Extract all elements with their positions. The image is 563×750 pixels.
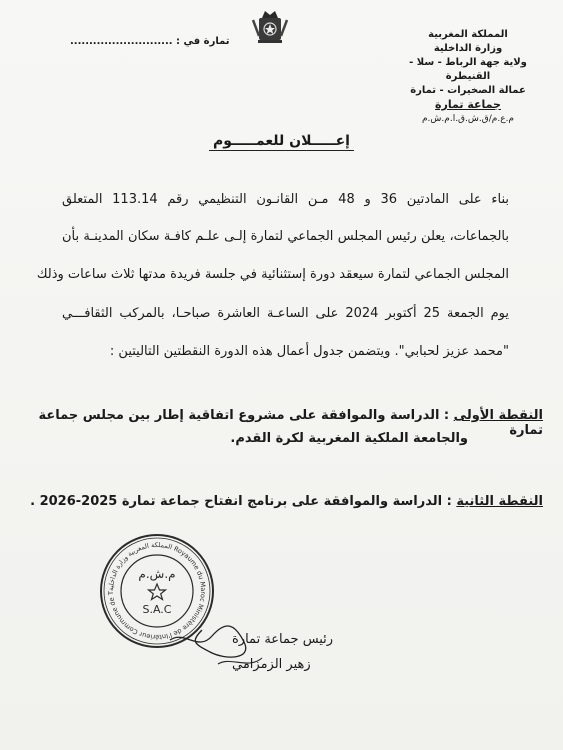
stamp-center-top: م.ش.م [138, 567, 176, 581]
body-line-1: بناء على المادتين 36 و 48 مـن القانـون التنظيمي رقم 113.14 المتعلق [62, 192, 509, 207]
header-region: ولاية جهة الرباط - سلا - القنيطرة [409, 57, 527, 82]
signatory-name: زهير الزمزامي [232, 657, 311, 672]
point-2-text: : الدراسة والموافقة على برنامج انفتاح جماعة تمارة 2025-2026 . [30, 494, 457, 509]
stamp-star-icon [149, 584, 166, 600]
body-line-2: بالجماعات، يعلن رئيس المجلس الجماعي لتمارة إلـى علـم كافـة سكان المدينـة بأن [62, 229, 509, 244]
header-reference: م.ع.م/ق.ش.ق.ا.م.ش.م [421, 114, 515, 124]
point-1-label: النقطة الأولى [453, 408, 543, 423]
body-line-5: "محمد عزيز لحبابي". ويتضمن جدول أعمال هذه الدورة النقطتين التاليتين : [109, 344, 509, 359]
header-commune: جماعة تمارة [435, 98, 501, 111]
body-line-4: يوم الجمعة 25 أكتوبر 2024 على الساعـة العاشرة صباحـا، بالمركب الثقافـــي [62, 306, 509, 321]
point-1-continuation: والجامعة الملكية المغربية لكرة القدم. [230, 431, 468, 446]
point-2-label: النقطة الثانية [456, 494, 543, 509]
header-ministry: وزارة الداخلية [433, 43, 503, 54]
stamp-ring-text: المملكة المغربية وزارة الداخلية Royaume du Maroc Ministère de l'Intérieur Commune de T [106, 540, 208, 642]
header-prefecture: عمالة الصخيرات - تمارة [410, 85, 526, 96]
body-line-3: المجلس الجماعي لتمارة سيعقد دورة إستثنائية في جلسة فريدة مدتها ثلاث ساعات وذلك [36, 267, 509, 282]
title-text: إعـــــلان للعمـــــوم [209, 133, 354, 151]
stamp-center-bottom: S.A.C [142, 603, 172, 616]
royal-emblem-icon [248, 6, 292, 46]
signatory-title: رئيس جماعة تمارة [232, 632, 334, 647]
point-2 [13, 494, 543, 509]
header-block [393, 28, 543, 126]
header-kingdom: المملكة المغربية [428, 29, 508, 40]
point-1-text: : الدراسة والموافقة على مشروع اتفاقية إطار بين مجلس جماعة تمارة [38, 408, 543, 438]
document-title [0, 133, 563, 149]
place-date: تمارة في : ........................... [70, 36, 230, 47]
